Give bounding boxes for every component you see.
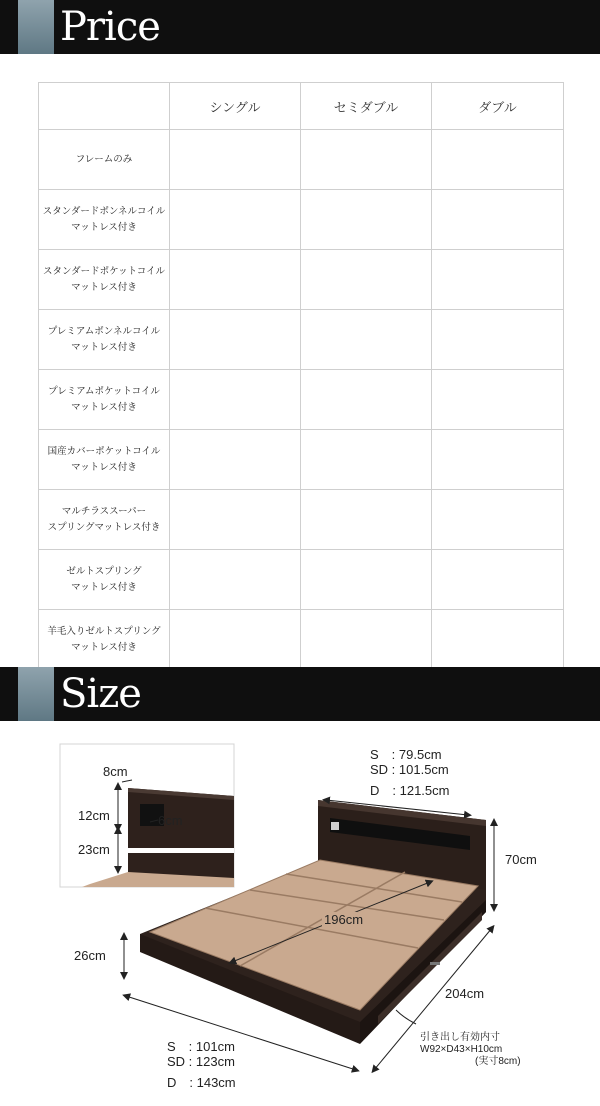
- column-double: ダブル: [432, 83, 564, 130]
- total-length-label: 204cm: [445, 986, 485, 1001]
- size-title: Size: [60, 671, 141, 717]
- drawer-size-line3: (実寸8cm): [475, 1056, 521, 1067]
- row-label-line1: プレミアムポケットコイル: [48, 385, 160, 397]
- row-label-line1: プレミアムボンネルコイル: [47, 325, 161, 337]
- mattress-length-label: 196cm: [324, 912, 364, 927]
- inset-lower-height-label: 23cm: [78, 842, 110, 857]
- row-label-line2: マットレス付き: [71, 281, 137, 293]
- total-height-label: 70cm: [505, 852, 537, 867]
- row-label-line1: 羊毛入りゼルトスプリング: [47, 625, 161, 637]
- row-label-line2: マットレス付き: [71, 461, 137, 473]
- row-label-line2: マットレス付き: [71, 581, 137, 593]
- total-width-d: D : 143cm: [167, 1075, 236, 1090]
- column-semi-double: セミダブル: [301, 83, 432, 130]
- row-label-line2: マットレス付き: [71, 341, 137, 353]
- drawer-callout-line: [396, 1010, 416, 1024]
- row-label-line2: マットレス付き: [71, 221, 137, 233]
- inset-shelf-height-label: 12cm: [78, 808, 110, 823]
- frame-height-label: 26cm: [74, 948, 106, 963]
- total-width-sd: SD : 123cm: [167, 1054, 235, 1069]
- headboard-width-s: S : 79.5cm: [370, 747, 442, 762]
- drawer-size-line2: W92×D43×H10cm: [420, 1044, 503, 1055]
- drawer-size-line1: 引き出し有効内寸: [420, 1032, 500, 1043]
- row-label-line2: マットレス付き: [71, 641, 137, 653]
- row-label-line1: 国産カバーポケットコイル: [47, 445, 161, 457]
- price-title: Price: [60, 4, 160, 50]
- total-width-s: S : 101cm: [167, 1039, 235, 1054]
- row-label-line1: フレームのみ: [75, 153, 133, 165]
- column-single: シングル: [170, 83, 301, 130]
- row-label-line1: スタンダードポケットコイル: [43, 265, 165, 277]
- row-label-line1: マルチラススーパー: [61, 505, 147, 517]
- inset-depth-label: 8cm: [103, 764, 128, 779]
- row-label-line1: スタンダードボンネルコイル: [42, 205, 166, 217]
- inset-shelf-depth-label: 6cm: [158, 813, 183, 828]
- row-label-line2: マットレス付き: [71, 401, 137, 413]
- row-label-line1: ゼルトスプリング: [66, 565, 142, 577]
- headboard-width-d: D : 121.5cm: [370, 783, 450, 798]
- row-label-line2: スプリングマットレス付き: [47, 521, 161, 533]
- headboard-width-sd: SD : 101.5cm: [370, 762, 449, 777]
